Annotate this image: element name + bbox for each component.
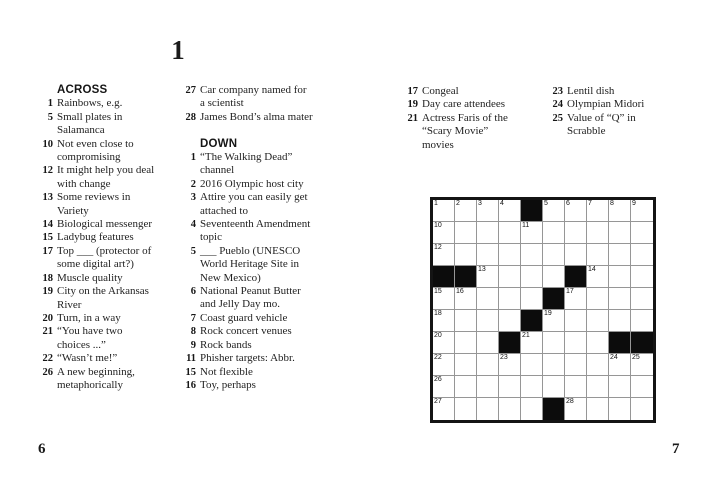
clue-text: City on the Arkansas River (57, 285, 149, 311)
clue-down-1 (181, 151, 315, 178)
clue-text: Not even close to compromising (57, 137, 134, 164)
grid-cell-10-9[interactable] (609, 398, 631, 420)
grid-cell-3-3[interactable] (477, 244, 499, 266)
grid-cell-4-4[interactable] (499, 266, 521, 288)
grid-cell-4-5[interactable] (521, 266, 543, 288)
grid-cell-1-5 (521, 200, 543, 222)
clue-text: Phisher targets: Abbr. (200, 352, 295, 365)
grid-cell-10-4[interactable] (499, 398, 521, 420)
clue-down-23 (548, 85, 654, 98)
clue-number: 2 (190, 178, 196, 190)
clue-column-3 (403, 85, 521, 152)
clue-number: 15 (185, 366, 196, 378)
grid-cell-4-1 (433, 266, 455, 288)
grid-cell-10-2[interactable] (455, 398, 477, 420)
grid-cell-5-8[interactable] (587, 288, 609, 310)
clue-text: Coast guard vehicle (200, 311, 288, 324)
clue-across-14 (38, 218, 160, 231)
clue-across-27 (181, 84, 315, 111)
cell-number: 1 (434, 200, 438, 207)
grid-cell-3-4[interactable] (499, 244, 521, 266)
cell-number: 15 (434, 288, 442, 295)
grid-cell-2-5[interactable] (521, 222, 543, 244)
clue-number: 13 (42, 192, 53, 204)
grid-cell-8-4[interactable] (499, 354, 521, 376)
grid-cell-1-8[interactable] (587, 200, 609, 222)
grid-cell-5-4[interactable] (499, 288, 521, 310)
clue-number: 15 (42, 232, 53, 244)
clue-number: 5 (47, 111, 53, 123)
clue-number: 23 (552, 86, 563, 97)
grid-cell-6-4[interactable] (499, 310, 521, 332)
grid-cell-2-10[interactable] (631, 222, 653, 244)
cell-number: 24 (610, 354, 618, 361)
clue-number: 27 (185, 85, 196, 96)
clue-text: Lentil dish (567, 85, 615, 97)
clue-down-19 (403, 98, 521, 111)
clue-text: Day care attendees (422, 98, 506, 111)
grid-cell-1-1[interactable] (433, 200, 455, 222)
grid-cell-2-2[interactable] (455, 222, 477, 244)
grid-cell-3-8[interactable] (587, 244, 609, 266)
page-number-right: 7 (672, 441, 680, 457)
clue-across-1 (38, 97, 160, 110)
grid-cell-8-7[interactable] (565, 354, 587, 376)
clue-number: 18 (42, 272, 53, 284)
clue-number: 10 (42, 138, 53, 150)
clue-number: 17 (42, 245, 53, 257)
clue-number: 1 (190, 152, 196, 164)
clue-number: 21 (42, 326, 53, 338)
clue-number: 8 (190, 326, 196, 338)
clue-down-7 (181, 312, 315, 325)
clue-down-8 (181, 325, 315, 338)
clue-number: 12 (42, 165, 53, 177)
cell-number: 4 (500, 200, 504, 207)
grid-cell-5-1[interactable] (433, 288, 455, 310)
grid-cell-6-7[interactable] (565, 310, 587, 332)
clue-across-5 (38, 111, 160, 138)
clue-down-24 (548, 98, 654, 111)
clue-text: Not flexible (200, 365, 253, 378)
clue-column-2 (181, 84, 315, 392)
clue-text: “Wasn’t me!” (57, 352, 118, 365)
cell-number: 28 (566, 398, 574, 405)
clue-text: ___ Pueblo (UNESCO World Heritage Site in New Mexico) (200, 244, 301, 284)
grid-cell-6-2[interactable] (455, 310, 477, 332)
grid-cell-1-6[interactable] (543, 200, 565, 222)
clue-number: 20 (42, 312, 53, 324)
grid-cell-7-3[interactable] (477, 332, 499, 354)
cell-number: 2 (456, 200, 460, 207)
clue-text: Actress Faris of the “Scary Movie” movies (422, 111, 508, 151)
cell-number: 23 (500, 354, 508, 361)
grid-cell-8-5[interactable] (521, 354, 543, 376)
clue-text: Congeal (422, 85, 459, 97)
clue-number: 19 (42, 286, 53, 298)
clue-down-21 (403, 112, 521, 152)
clue-text: Value of “Q” in Scrabble (567, 111, 636, 138)
grid-cell-1-2[interactable] (455, 200, 477, 222)
grid-cell-5-2[interactable] (455, 288, 477, 310)
cell-number: 9 (632, 200, 636, 207)
clue-number: 3 (190, 192, 196, 204)
clue-text: Turn, in a way (57, 311, 121, 324)
clue-text: National Peanut Butter and Jelly Day mo. (200, 285, 301, 311)
grid-cell-4-8[interactable] (587, 266, 609, 288)
grid-cell-6-3[interactable] (477, 310, 499, 332)
clue-number: 28 (185, 111, 196, 123)
grid-cell-4-10[interactable] (631, 266, 653, 288)
clue-text: It might help you deal with change (57, 164, 155, 190)
grid-cell-4-7 (565, 266, 587, 288)
clue-number: 7 (190, 312, 196, 324)
grid-cell-9-4[interactable] (499, 376, 521, 398)
cell-number: 20 (434, 332, 442, 339)
clue-number: 25 (552, 112, 563, 124)
grid-cell-8-9[interactable] (609, 354, 631, 376)
clue-across-18 (38, 272, 160, 285)
grid-cell-3-1[interactable] (433, 244, 455, 266)
clue-text: Small plates in Salamanca (57, 110, 123, 137)
clue-text: A new beginning, metaphorically (57, 365, 135, 391)
clue-down-3 (181, 191, 315, 218)
grid-cell-4-3[interactable] (477, 266, 499, 288)
grid-cell-9-10[interactable] (631, 376, 653, 398)
grid-cell-10-10[interactable] (631, 398, 653, 420)
cell-number: 22 (434, 354, 442, 361)
grid-cell-6-5 (521, 310, 543, 332)
clue-text: Some reviews in Variety (57, 191, 131, 217)
grid-cell-3-9[interactable] (609, 244, 631, 266)
cell-number: 5 (544, 200, 548, 207)
clue-across-22 (38, 352, 160, 365)
clue-number: 6 (190, 286, 196, 298)
grid-cell-7-1[interactable] (433, 332, 455, 354)
grid-cell-3-10[interactable] (631, 244, 653, 266)
grid-cell-7-9 (609, 332, 631, 354)
clue-across-20 (38, 312, 160, 325)
clue-text: Rainbows, e.g. (57, 97, 123, 110)
grid-cell-2-8[interactable] (587, 222, 609, 244)
clue-text: Seventeenth Amendment topic (200, 218, 311, 244)
clue-text: 2016 Olympic host city (200, 177, 304, 190)
clue-number: 22 (42, 353, 53, 365)
cell-number: 26 (434, 376, 442, 383)
grid-cell-4-2 (455, 266, 477, 288)
cell-number: 10 (434, 222, 442, 229)
grid-cell-2-3[interactable] (477, 222, 499, 244)
grid-cell-2-7[interactable] (565, 222, 587, 244)
grid-cell-10-5[interactable] (521, 398, 543, 420)
grid-cell-7-2[interactable] (455, 332, 477, 354)
grid-cell-2-9[interactable] (609, 222, 631, 244)
clue-down-25 (548, 112, 654, 139)
cell-number: 14 (588, 266, 596, 273)
clue-down-16 (181, 379, 315, 392)
cell-number: 21 (522, 332, 530, 339)
clue-down-17 (403, 85, 521, 98)
clue-across-26 (38, 366, 160, 393)
grid-cell-3-2[interactable] (455, 244, 477, 266)
column-spacer (181, 124, 315, 137)
grid-cell-1-9[interactable] (609, 200, 631, 222)
clue-number: 19 (407, 99, 418, 111)
clue-text: Car company named for a scientist (200, 84, 307, 110)
clue-text: Toy, perhaps (200, 378, 256, 391)
cell-number: 11 (522, 222, 530, 229)
grid-cell-10-6 (543, 398, 565, 420)
grid-cell-8-6[interactable] (543, 354, 565, 376)
clue-number: 17 (407, 86, 418, 97)
clue-across-28 (181, 111, 315, 124)
puzzle-number-title: 1 (171, 35, 185, 65)
clue-across-15 (38, 231, 160, 244)
grid-cell-1-10[interactable] (631, 200, 653, 222)
clue-number: 14 (42, 219, 53, 231)
grid-cell-8-2[interactable] (455, 354, 477, 376)
grid-cell-1-7[interactable] (565, 200, 587, 222)
grid-cell-2-1[interactable] (433, 222, 455, 244)
grid-cell-10-1[interactable] (433, 398, 455, 420)
grid-cell-3-7[interactable] (565, 244, 587, 266)
clue-number: 11 (186, 353, 196, 365)
grid-cell-4-6[interactable] (543, 266, 565, 288)
cell-number: 3 (478, 200, 482, 207)
grid-cell-9-8[interactable] (587, 376, 609, 398)
grid-cell-3-6[interactable] (543, 244, 565, 266)
grid-cell-2-4[interactable] (499, 222, 521, 244)
clue-down-2 (181, 178, 315, 191)
clue-number: 26 (42, 366, 53, 378)
grid-cell-6-8[interactable] (587, 310, 609, 332)
grid-cell-1-4[interactable] (499, 200, 521, 222)
grid-cell-5-3[interactable] (477, 288, 499, 310)
grid-cell-8-10[interactable] (631, 354, 653, 376)
across-header: ACROSS (57, 84, 108, 96)
page-number-left: 6 (38, 441, 46, 457)
clue-down-15 (181, 366, 315, 379)
grid-cell-9-6[interactable] (543, 376, 565, 398)
clue-text: Ladybug features (57, 231, 134, 244)
cell-number: 7 (588, 200, 592, 207)
clue-across-17 (38, 245, 160, 272)
clue-column-1 (38, 84, 160, 392)
grid-cell-9-9[interactable] (609, 376, 631, 398)
grid-cell-7-6[interactable] (543, 332, 565, 354)
grid-cell-5-5[interactable] (521, 288, 543, 310)
clue-text: Olympian Midori (567, 98, 645, 111)
grid-cell-8-1[interactable] (433, 354, 455, 376)
clue-number: 4 (190, 219, 196, 231)
grid-cell-5-10[interactable] (631, 288, 653, 310)
crossword-grid (430, 197, 656, 423)
grid-cell-9-2[interactable] (455, 376, 477, 398)
clue-number: 16 (185, 379, 196, 391)
grid-cell-5-6 (543, 288, 565, 310)
grid-cell-2-6[interactable] (543, 222, 565, 244)
cell-number: 27 (434, 398, 442, 405)
down-header: DOWN (200, 137, 238, 150)
clue-down-5 (181, 245, 315, 285)
grid-cell-3-5[interactable] (521, 244, 543, 266)
grid-cell-8-3[interactable] (477, 354, 499, 376)
clue-across-19 (38, 285, 160, 312)
grid-cell-7-4 (499, 332, 521, 354)
grid-cell-1-3[interactable] (477, 200, 499, 222)
clue-text: Rock concert venues (200, 325, 292, 338)
grid-cell-9-1[interactable] (433, 376, 455, 398)
cell-number: 19 (544, 310, 552, 317)
clue-across-13 (38, 191, 160, 218)
cell-number: 13 (478, 266, 486, 273)
grid-cell-5-9[interactable] (609, 288, 631, 310)
grid-cell-7-10 (631, 332, 653, 354)
grid-cell-6-9[interactable] (609, 310, 631, 332)
grid-cell-7-5[interactable] (521, 332, 543, 354)
grid-cell-10-8[interactable] (587, 398, 609, 420)
clue-number: 1 (47, 98, 53, 110)
clue-down-4 (181, 218, 315, 245)
cell-number: 18 (434, 310, 442, 317)
cell-number: 16 (456, 288, 464, 295)
clue-text: “The Walking Dead” channel (200, 151, 293, 177)
clue-column-4 (548, 85, 654, 139)
grid-cell-4-9[interactable] (609, 266, 631, 288)
clue-number: 5 (190, 245, 196, 257)
clue-down-9 (181, 339, 315, 352)
grid-cell-9-7[interactable] (565, 376, 587, 398)
cell-number: 12 (434, 244, 442, 251)
cell-number: 8 (610, 200, 614, 207)
clue-text: Muscle quality (57, 271, 123, 284)
clue-across-10 (38, 138, 160, 165)
grid-cell-10-7[interactable] (565, 398, 587, 420)
clue-text: Top ___ (protector of some digital art?) (57, 244, 152, 271)
grid-cell-7-8[interactable] (587, 332, 609, 354)
grid-cell-6-6[interactable] (543, 310, 565, 332)
clue-text: Attire you can easily get attached to (200, 191, 308, 217)
clue-text: Biological messenger (57, 218, 153, 231)
clue-down-6 (181, 285, 315, 312)
cell-number: 17 (566, 288, 574, 295)
cell-number: 25 (632, 354, 640, 361)
cell-number: 6 (566, 200, 570, 207)
grid-cell-9-5[interactable] (521, 376, 543, 398)
clue-text: Rock bands (200, 338, 252, 351)
clue-number: 21 (407, 112, 418, 124)
clue-number: 24 (552, 99, 563, 111)
clue-across-12 (38, 164, 160, 191)
clue-across-21 (38, 325, 160, 352)
grid-cell-5-7[interactable] (565, 288, 587, 310)
grid-cell-10-3[interactable] (477, 398, 499, 420)
grid-cell-8-8[interactable] (587, 354, 609, 376)
grid-cell-9-3[interactable] (477, 376, 499, 398)
grid-cell-6-1[interactable] (433, 310, 455, 332)
grid-cell-7-7[interactable] (565, 332, 587, 354)
clue-number: 9 (190, 339, 196, 351)
clue-text: “You have two choices ...” (57, 325, 123, 351)
grid-cell-6-10[interactable] (631, 310, 653, 332)
clue-text: James Bond’s alma mater (200, 110, 313, 123)
clue-down-11 (181, 352, 315, 365)
